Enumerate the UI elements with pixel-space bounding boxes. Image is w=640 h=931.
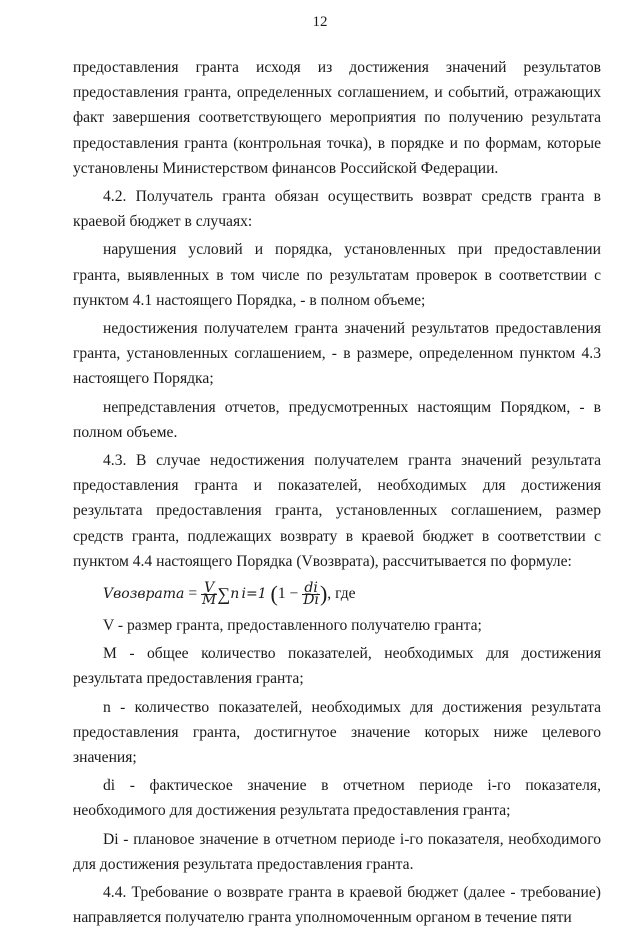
document-body xyxy=(73,55,601,931)
formula-fraction-v-m xyxy=(201,579,217,608)
list-item-violation: нарушения условий и порядка, установленных при предоставлении гранта, выявленных в том числе по результатам проверок в соответствии с пунктом 4.1 настоящего Порядка, - в полном объеме; xyxy=(73,241,601,309)
formula-inner-numerator: di xyxy=(302,583,320,595)
definition-di: di - фактическое значение в отчетном периоде i-го показателя, необходимого для достижения результата предоставления гранта; xyxy=(73,777,601,820)
formula-sum-sign: ∑ xyxy=(217,584,231,605)
formula-sum-limits xyxy=(230,585,267,602)
definition-n: n - количество показателей, необходимых для достижения результата предоставления гранта, достигнутое значение которых ниже целевого значения; xyxy=(73,698,601,767)
formula-fraction-denominator: M xyxy=(202,591,217,608)
paragraph-continuation: предоставления гранта исходя из достижения значений результатов предоставления гранта, определенных соглашением, и событий, отражающих факт завершения соответствующего мероприятия по получению результата предоставления гранта (контрольная точка), в порядке и по формам, которые установлены Министерством финансов Российской Федерации. xyxy=(73,59,601,177)
formula-close-paren: ) xyxy=(319,581,328,607)
paragraph-4-4: 4.4. Требование о возврате гранта в краевой бюджет (далее - требование) направляется получателю гранта уполномоченным органом в течение пяти xyxy=(73,884,601,927)
formula-fraction-numerator: V xyxy=(201,583,217,595)
formula-fraction-di-Di xyxy=(302,579,320,608)
page-number: 12 xyxy=(312,14,328,30)
formula-lhs: Vвозврата xyxy=(103,586,185,603)
definition-m: M - общее количество показателей, необходимых для достижения результата предоставления гранта; xyxy=(73,645,601,688)
formula-open-paren: ( xyxy=(270,581,278,607)
formula-sum-upper: n xyxy=(230,585,240,602)
list-item-no-reports: непредставления отчетов, предусмотренных настоящим Порядком, - в полном объеме. xyxy=(73,398,601,441)
definition-Di: Di - плановое значение в отчетном периоде i-го показателя, необходимого для достижения результата предоставления гранта. xyxy=(73,830,601,873)
refund-formula xyxy=(103,580,601,608)
formula-sum-lower: i=1 xyxy=(241,585,267,602)
list-item-non-achievement: недостижения получателем гранта значений результатов предоставления гранта, установленных соглашением, - в размере, определенном пунктом 4.3 настоящего Порядка; xyxy=(73,320,601,388)
formula-suffix: , где xyxy=(327,585,356,603)
paragraph-4-2: 4.2. Получатель гранта обязан осуществить возврат средств гранта в краевой бюджет в случаях: xyxy=(73,188,601,231)
definition-v: V - размер гранта, предоставленного получателю гранта; xyxy=(103,617,482,635)
formula-inner-denominator: Di xyxy=(303,591,319,608)
paragraph-4-3: 4.3. В случае недостижения получателем гранта значений результата предоставления гранта и показателей, необходимых для достижения результата предоставления гранта, установленных соглашением, размер средств гранта, подлежащих возврату в краевой бюджет в соответствии с пунктом 4.4 настоящего Порядка (Vвозврата), рассчитывается по формуле: xyxy=(73,452,601,570)
formula-equals: = xyxy=(188,585,198,603)
formula-one-minus: 1 − xyxy=(277,585,299,603)
